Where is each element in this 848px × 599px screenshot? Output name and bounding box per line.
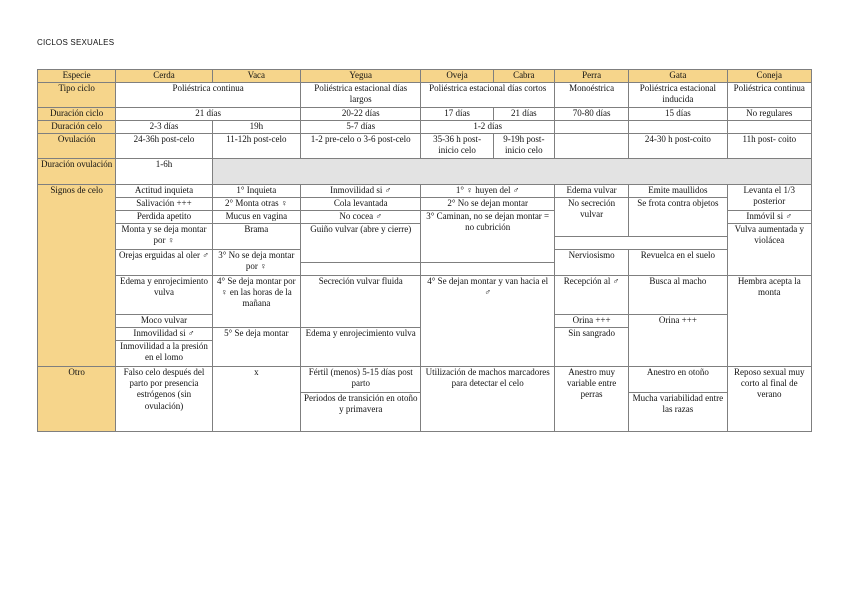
otro-perra: Anestro muy variable entre perras — [554, 367, 628, 432]
header-oveja: Oveja — [421, 70, 493, 83]
header-perra: Perra — [554, 70, 628, 83]
signo-perra: No secreción vulvar — [554, 198, 628, 237]
signo-yegua — [300, 263, 420, 276]
row-label-signos-celo: Signos de celo — [38, 185, 116, 367]
signo-cerda: Perdida apetito — [116, 211, 212, 224]
duracion-ciclo-oveja: 17 días — [421, 108, 493, 121]
row-label-tipo-ciclo: Tipo ciclo — [38, 83, 116, 108]
signo-cerda: Inmovilidad si ♂ — [116, 328, 212, 341]
ovulacion-cabra: 9-19h post-inicio celo — [493, 134, 554, 159]
ovulacion-oveja: 35-36 h post-inicio celo — [421, 134, 493, 159]
ovulacion-cerda: 24-36h post-celo — [116, 134, 212, 159]
otro-coneja: Reposo sexual muy corto al final de verano — [727, 367, 811, 432]
signo-vaca: Brama — [212, 224, 300, 250]
otro-yegua: Fértil (menos) 5-15 días post parto — [300, 367, 420, 393]
signo-cerda: Actitud inquieta — [116, 185, 212, 198]
duracion-celo-oveja-cabra: 1-2 días — [421, 121, 555, 134]
signo-perra: Orina +++ — [554, 315, 628, 328]
tipo-ciclo-gata: Poliéstrica estacional inducida — [629, 83, 727, 108]
otro-yegua: Periodos de transición en otoño y primavera — [300, 393, 420, 432]
signo-perra: Recepción al ♂ — [554, 276, 628, 315]
duracion-ovulacion-empty — [212, 159, 811, 185]
signo-cerda: Moco vulvar — [116, 315, 212, 328]
header-coneja: Coneja — [727, 70, 811, 83]
signo-coneja: Inmóvil si ♂ — [727, 211, 811, 224]
signo-yegua: Cola levantada — [300, 198, 420, 211]
duracion-celo-yegua: 5-7 días — [300, 121, 420, 134]
tipo-ciclo-coneja: Poliéstrica continua — [727, 83, 811, 108]
ovulacion-perra — [554, 134, 628, 159]
signo-gata: Busca al macho — [629, 276, 727, 315]
signo-yegua: Guiño vulvar (abre y cierre) — [300, 224, 420, 263]
duracion-ciclo-cerda-vaca: 21 días — [116, 108, 301, 121]
signo-vaca: 4° Se deja montar por ♀ en las horas de la mañana — [212, 276, 300, 328]
signo-oveja-cabra: 2° No se dejan montar — [421, 198, 555, 211]
signo-yegua: Inmovilidad si ♂ — [300, 185, 420, 198]
signo-oveja-cabra — [421, 263, 555, 276]
tipo-ciclo-perra: Monoéstrica — [554, 83, 628, 108]
header-cerda: Cerda — [116, 70, 212, 83]
signo-oveja-cabra: 4° Se dejan montar y van hacia el ♂ — [421, 276, 555, 367]
row-label-duracion-ciclo: Duración ciclo — [38, 108, 116, 121]
signo-cerda: Inmovilidad a la presión en el lomo — [116, 341, 212, 367]
header-vaca: Vaca — [212, 70, 300, 83]
signo-cerda: Edema y enrojecimiento vulva — [116, 276, 212, 315]
signo-vaca: 1° Inquieta — [212, 185, 300, 198]
duracion-ciclo-coneja: No regulares — [727, 108, 811, 121]
signo-gata: Se frota contra objetos — [629, 198, 727, 237]
duracion-celo-cerda: 2-3 días — [116, 121, 212, 134]
duracion-celo-vaca: 19h — [212, 121, 300, 134]
duracion-ciclo-perra: 70-80 días — [554, 108, 628, 121]
header-yegua: Yegua — [300, 70, 420, 83]
ovulacion-coneja: 11h post- coito — [727, 134, 811, 159]
ovulacion-vaca: 11-12h post-celo — [212, 134, 300, 159]
duracion-ciclo-gata: 15 días — [629, 108, 727, 121]
signo-gata: Emite maullidos — [629, 185, 727, 198]
header-cabra: Cabra — [493, 70, 554, 83]
signo-coneja: Vulva aumentada y violácea — [727, 224, 811, 276]
row-label-duracion-ovulacion: Duración ovulación — [38, 159, 116, 185]
signo-vaca: 5° Se deja montar — [212, 328, 300, 367]
otro-gata: Anestro en otoño — [629, 367, 727, 393]
signo-coneja: Levanta el 1/3 posterior — [727, 185, 811, 211]
duracion-celo-perra — [554, 121, 628, 134]
duracion-ciclo-yegua: 20-22 días — [300, 108, 420, 121]
signo-perra: Nerviosismo — [554, 250, 628, 276]
duracion-celo-coneja — [727, 121, 811, 134]
header-especie: Especie — [38, 70, 116, 83]
header-gata: Gata — [629, 70, 727, 83]
otro-vaca: x — [212, 367, 300, 432]
otro-cerda: Falso celo después del parto por presencia estrógenos (sin ovulación) — [116, 367, 212, 432]
duracion-ovulacion-cerda: 1-6h — [116, 159, 212, 185]
otro-oveja-cabra: Utilización de machos marcadores para detectar el celo — [421, 367, 555, 432]
signo-cerda: Monta y se deja montar por ♀ — [116, 224, 212, 250]
document-title: CICLOS SEXUALES — [37, 38, 115, 47]
signo-coneja: Hembra acepta la monta — [727, 276, 811, 367]
signo-oveja-cabra: 3° Caminan, no se dejan montar = no cubrición — [421, 211, 555, 263]
otro-gata: Mucha variabilidad entre las razas — [629, 393, 727, 432]
row-label-duracion-celo: Duración celo — [38, 121, 116, 134]
duracion-ciclo-cabra: 21 días — [493, 108, 554, 121]
signo-perra: Edema vulvar — [554, 185, 628, 198]
signo-cerda: Salivación +++ — [116, 198, 212, 211]
row-label-ovulacion: Ovulación — [38, 134, 116, 159]
tipo-ciclo-cerda-vaca: Poliéstrica continua — [116, 83, 301, 108]
signo-oveja-cabra: 1° ♀ huyen del ♂ — [421, 185, 555, 198]
signo-gata: Orina +++ — [629, 315, 727, 367]
signo-cerda: Orejas erguidas al oler ♂ — [116, 250, 212, 276]
duracion-celo-gata — [629, 121, 727, 134]
ovulacion-yegua: 1-2 pre-celo o 3-6 post-celo — [300, 134, 420, 159]
signo-yegua: Secreción vulvar fluida — [300, 276, 420, 328]
signo-vaca: 2° Monta otras ♀ — [212, 198, 300, 211]
signo-perra: Sin sangrado — [554, 328, 628, 367]
signo-vaca: 3° No se deja montar por ♀ — [212, 250, 300, 276]
signo-gata: Revuelca en el suelo — [629, 250, 727, 276]
signo-yegua: No cocea ♂ — [300, 211, 420, 224]
signo-yegua: Edema y enrojecimiento vulva — [300, 328, 420, 367]
signo-vaca: Mucus en vagina — [212, 211, 300, 224]
ovulacion-gata: 24-30 h post-coito — [629, 134, 727, 159]
tipo-ciclo-oveja-cabra: Poliéstrica estacional días cortos — [421, 83, 555, 108]
row-label-otro: Otro — [38, 367, 116, 432]
tipo-ciclo-yegua: Poliéstrica estacional días largos — [300, 83, 420, 108]
sexual-cycles-table — [37, 69, 812, 432]
